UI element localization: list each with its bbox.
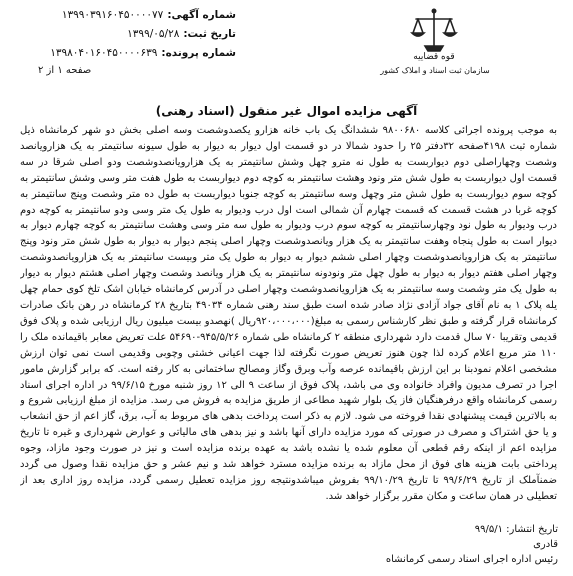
org-name: سازمان ثبت اسناد و املاک کشور (380, 66, 490, 75)
registration-date-row (6, 25, 236, 44)
announcement-body: به موجب پرونده اجرائی کلاسه ۹۸۰۰۶۸۰ ششدانگ یک باب خانه هزارو یکصدوشصت وسه اصلی بخش دو شهر کرمانشاه ذیل شماره ثبت ۴۱۹۸صفحه ۳۲دفتر ۲۵ را حدود شمالا در دو قسمت اول دیوار به دیوار به طول سیونه سانتیمتر به یک هزارویانصد وشصت وچهاراصلی دوم دیواربست به طول نه مترو چهل وشش سانتیمتر به یک هزارویانصدوشصت ودو اصلی شرقا در سه قسمت اول دیواربست به طول شش متر ونود وهشت سانتیمتر به کوچه دوم دیواربست به طول هفت متر وسی وشش سانتیمتر به کوچه سوم دیواربست به طول شش متر وچهل وسه سانتیمتر به کوچه جنوبا دیواربست به طول ده متر وشصت وپنج سانتیمتر به کوچه غربا در هشت قسمت که قسمت چهارم آن شمالی است اول درب ودیوار به طول یک متر وسی ودو سانتیمتر به کوچه دوم درب ودیوار به طول نود وچهارسانتیمتر به کوچه سوم درب ودیوار به طول سه متر وسی وهشت سانتیمتر به کوچه چهارم دیوار به دیوار است به طول پنجاه وهفت سانتیمتر به یک هزار ویانصدوشصت وچهار اصلی پنجم دیوار به دیوار به طول شش متر ونود وپنج سانتیمتر به یک هزارویانصدوشصت وچهار اصلی ششم دیوار به دیوار به طول یک متر وبیست سانتیمتر به یک هزارویانصدوشصت وچهار اصلی هفتم دیوار به دیوار به طول چهل متر ونودونه سانتیمتر به یک هزار ویانصد وشصت وچهار اصلی هشتم دیوار به دیوار به طول یک متر وشصت وسه سانتیمتر به یک هزارویانصدوشصت وچهار اصلی در آدرس کرمانشاه خیابان اشک تلخ کوی حمام چهل یله پلاک ۱ به نام آقای جواد آزادی نژاد صادر شده است طبق سند رهنی شماره ۴۹۰۳۴ بتاریخ ۲۸ کرمانشاه در رهن بانک صادرات کرمانشاه قرار گرفته و طبق نظر کارشناس رسمی به مبلغ(۹۲۰،۰۰۰،۰۰۰ریال )نهصدو بیست میلیون ریال ارزیابی شده و پلاک فوق قدیمی وتقریبا ۷۰ سال قدمت دارد شهرداری منطقه ۲ کرمانشاه طی شماره ۹۴۵/۵/۲۶-۵۴۶۹۰ علت تعریض معابر باقیمانده ملک را ۱۱۰ متر مربع اعلام کرده لذا چون هنوز تعریض صورت نگرفته لذا جهت اعیانی خشتی وچوبی وقدیمی است نمی توان ارزش مشخصی اعلام نمودبنا بر این ارزش باقیمانده عرصه وآب وبرق وگاز ومصالح ساختمانی به کار رفته است. که برابر گزارش مامور اجرا در تصرف مدیون وافراد خانواده وی می باشد، پلاک فوق از ساعت ۹ الی ۱۲ روز شنبه مورخ ۹۹/۶/۱۵ در اداره اجرای اسناد رسمی کرمانشاه واقع درفرهنگیان فاز یک بلوار شهید مطاعی از طریق مزایده به فروش می رسد. مزایده از مبلغ ارزیابی شروع و به بالاترین قیمت پیشنهادی نقدا فروخته می شود. لازم به ذکر است پرداخت بدهی های مربوط به آب، برق، گاز اعم از حق انشعاب و یا حق اشتراک و مصرف در صورتی که مورد مزایده دارای آنها باشد و نیز بدهی های مالیاتی و عوارض شهرداری و غیره تا تاریخ مزایده اعم از اینکه رقم قطعی آن معلوم شده یا نشده باشد به عهده برنده مزایده است و نیز در صورت وجود مازاد، وجوه پرداختی بابت هزینه های فوق از محل مازاد به برنده مزایده مسترد خواهد شد و نیم عشر و حق مزایده نقدا وصول می گردد ضمنآملک از تاریخ ۹۹/۶/۲۹ تا تاریخ ۹۹/۱۰/۲۹ بفروش میباشدونتیجه روز مزایده تعطیل رسمی گردد، مزایده روز اداری بعد از تعطیلی در همان ساعت و مکان مقرر برگزار خواهد شد. (20, 125, 557, 502)
signer-title: رئیس اداره اجرای اسناد رسمی کرمانشاه (385, 554, 558, 565)
case-number: ۱۳۹۸۰۴۰۱۶۰۴۵۰۰۰۰۶۳۹ (50, 47, 158, 59)
document-footer (380, 522, 558, 567)
document-header (0, 0, 573, 95)
announcement-title: آگهی مزایده اموال غیر منقول (اسناد رهنی) (155, 104, 418, 118)
signer-name: قادری (533, 539, 558, 550)
registration-date-label: تاریخ ثبت: (183, 28, 236, 40)
ad-number: ۱۳۹۹۰۳۹۱۶۰۴۵۰۰۰۰۷۷ (61, 9, 164, 21)
ad-number-label: شماره آگهی: (167, 9, 236, 21)
ad-number-row (6, 6, 236, 25)
page-indicator: صفحه ۱ از ۲ (38, 65, 92, 76)
judiciary-scales-emblem-icon (408, 6, 460, 56)
ad-metadata (6, 6, 236, 63)
case-number-row (6, 44, 236, 63)
org-judiciary: قوه قضاییه (413, 52, 455, 62)
registration-date: ۱۳۹۹/۰۵/۲۸ (127, 28, 180, 40)
publish-date: تاریخ انتشار: ۹۹/۵/۱ (474, 524, 558, 535)
case-number-label: شماره پرونده: (161, 47, 236, 59)
